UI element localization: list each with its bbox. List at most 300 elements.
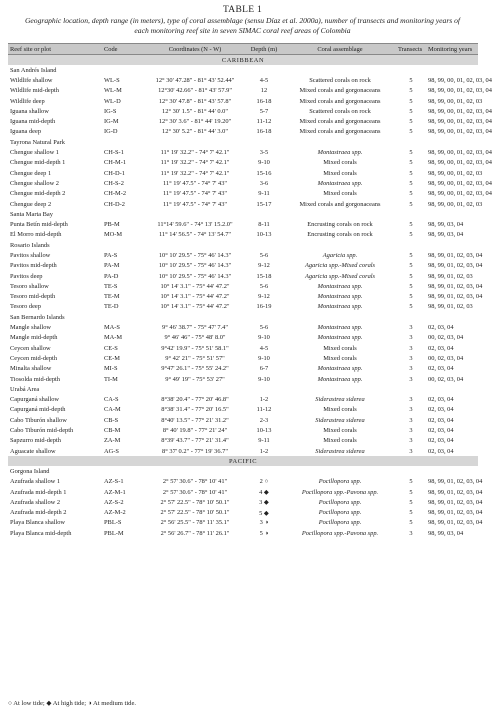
table-row — [8, 116, 478, 126]
table-row — [8, 178, 478, 188]
assemblage-cell: Mixed corals — [323, 190, 357, 198]
site-cell: Wildlife mid-depth — [10, 87, 59, 95]
years-cell: 02, 03, 04 — [428, 447, 454, 455]
assemblage-cell: Montastraea spp. — [317, 334, 363, 342]
code-cell: CE-M — [104, 354, 120, 362]
transects-cell: 3 — [409, 396, 413, 404]
transects-cell: 5 — [409, 251, 413, 259]
table-row — [8, 333, 478, 343]
depth-cell: 15-16 — [256, 169, 272, 177]
coordinates-cell: 12° 30' 1.5" - 81° 44' 0.0" — [162, 107, 228, 115]
years-cell: 00, 02, 03, 04 — [428, 334, 464, 342]
depth-cell: 5 ◆ — [259, 509, 269, 517]
table-row — [8, 446, 478, 456]
years-cell: 02, 03, 04 — [428, 324, 454, 332]
years-cell: 00, 02, 03, 04 — [428, 375, 464, 383]
table-row — [8, 75, 478, 85]
code-cell: CH-M-2 — [104, 190, 127, 198]
area-header-row — [8, 240, 478, 250]
table-row — [8, 528, 478, 538]
code-cell: IG-S — [104, 107, 117, 115]
table-row — [8, 487, 478, 497]
site-cell: Aguacate shallow — [10, 447, 56, 455]
col-header-coordinates: Coordinates (N - W) — [146, 44, 244, 55]
area-label: San Andrés Island — [10, 66, 57, 74]
table-row — [8, 86, 478, 96]
code-cell: ZA-M — [104, 437, 121, 445]
header-row — [8, 44, 478, 55]
years-cell: 98, 99, 03, 04 — [428, 529, 464, 537]
site-cell: Capurganá shallow — [10, 396, 60, 404]
assemblage-cell: Agaricia spp. — [322, 251, 358, 259]
coordinates-cell: 8° 40' 19.8" - 77° 21' 24" — [162, 427, 228, 435]
assemblage-cell: Siderastrea siderea — [315, 396, 365, 404]
coordinates-cell: 11° 19' 47.5" - 74° 7' 43" — [162, 190, 228, 198]
site-cell: Mangle mid-depth — [10, 334, 58, 342]
assemblage-cell: Montastraea spp. — [317, 179, 363, 187]
table-row — [8, 302, 478, 312]
years-cell: 98, 99, 00, 01, 02, 03, 04 — [428, 118, 492, 126]
code-cell: AG-S — [104, 447, 119, 455]
code-cell: MA-S — [104, 324, 120, 332]
area-header-row — [8, 65, 478, 75]
code-cell: CH-D-2 — [104, 200, 125, 208]
code-cell: IG-M — [104, 118, 119, 126]
code-cell: CH-D-1 — [104, 169, 125, 177]
coordinates-cell: 9° 42' 21" - 75° 51' 57" — [165, 354, 225, 362]
transects-cell: 5 — [409, 169, 413, 177]
assemblage-cell: Agaricia spp.-Mixed corals — [304, 262, 376, 270]
code-cell: PA-M — [104, 262, 120, 270]
table-row — [8, 364, 478, 374]
site-cell: Azufrada mid-depth 2 — [10, 509, 67, 517]
site-cell: Playa Blanca shallow — [10, 519, 66, 527]
years-cell: 98, 99, 00, 01, 02, 03 — [428, 97, 483, 105]
coordinates-cell: 10° 10' 29.5" - 75° 46' 14.3" — [158, 272, 232, 280]
assemblage-cell: Montastraea spp. — [317, 324, 363, 332]
coordinates-cell: 2° 57' 22.5" - 78° 10' 50.1" — [160, 498, 230, 506]
transects-cell: 5 — [409, 231, 413, 239]
code-cell: TE-M — [104, 293, 120, 301]
depth-cell: 1-2 — [259, 447, 269, 455]
years-cell: 98, 99, 01, 02, 03, 04 — [428, 519, 483, 527]
transects-cell: 3 — [409, 427, 413, 435]
years-cell: 98, 99, 00, 01, 02, 03 — [428, 169, 483, 177]
years-cell: 98, 99, 01, 02, 03, 04 — [428, 478, 483, 486]
coordinates-cell: 9°42' 19.9" - 75° 51' 58.1" — [161, 344, 229, 352]
table-row — [8, 436, 478, 446]
depth-cell: 3-5 — [259, 149, 269, 157]
years-cell: 98, 99, 00, 01, 02, 03, 04 — [428, 76, 492, 84]
coordinates-cell: 11° 19' 47.5" - 74° 7' 43" — [162, 179, 228, 187]
transects-cell: 5 — [409, 509, 413, 517]
depth-cell: 15-17 — [256, 200, 272, 208]
coordinates-cell: 12° 30' 47.8" - 81° 43' 57.8" — [158, 97, 232, 105]
site-cell: Iguana deep — [10, 128, 42, 136]
years-cell: 02, 03, 04 — [428, 427, 454, 435]
years-cell: 02, 03, 04 — [428, 406, 454, 414]
coordinates-cell: 8°38' 20.4" - 77° 20' 46.8" — [161, 396, 229, 404]
table-row — [8, 415, 478, 425]
table-row — [8, 127, 478, 137]
transects-cell: 5 — [409, 159, 413, 167]
site-cell: Chengue mid-depth 2 — [10, 190, 66, 198]
assemblage-cell: Mixed corals and gorgonaceans — [299, 118, 381, 126]
assemblage-cell: Pocillopora spp.-Pavona spp. — [301, 488, 379, 496]
code-cell: CH-S-2 — [104, 179, 124, 187]
depth-cell: 16-18 — [256, 97, 272, 105]
assemblage-cell: Mixed corals — [323, 159, 357, 167]
years-cell: 98, 99, 01, 02, 03 — [428, 303, 473, 311]
site-cell: Pavitos mid-depth — [10, 262, 57, 270]
code-cell: TE-S — [104, 282, 118, 290]
assemblage-cell: Pocillopora spp. — [318, 509, 362, 517]
transects-cell: 5 — [409, 87, 413, 95]
depth-cell: 9-11 — [258, 437, 270, 445]
years-cell: 98, 99, 00, 01, 02, 03, 04 — [428, 87, 492, 95]
coordinates-cell: 2° 56' 25.5" - 78° 11' 35.1" — [160, 519, 230, 527]
transects-cell: 3 — [409, 324, 413, 332]
years-cell: 98, 99, 01, 02, 03, 04 — [428, 251, 483, 259]
table-row — [8, 353, 478, 363]
transects-cell: 5 — [409, 303, 413, 311]
depth-cell: 9-11 — [258, 190, 270, 198]
table-row — [8, 477, 478, 487]
depth-cell: 4-5 — [259, 344, 269, 352]
coordinates-cell: 12°30' 42.66" - 81° 43' 57.9" — [158, 87, 232, 95]
coordinates-cell: 10° 14' 3.1" - 75° 44' 47.2" — [160, 293, 230, 301]
area-label: Tayrona Natural Park — [10, 138, 65, 146]
depth-cell: 11-12 — [256, 118, 272, 126]
code-cell: AZ-M-2 — [104, 509, 126, 517]
site-cell: Iguana shallow — [10, 107, 49, 115]
site-cell: Tesoro shallow — [10, 282, 49, 290]
depth-cell: 15-18 — [256, 272, 272, 280]
area-header-row — [8, 209, 478, 219]
assemblage-cell: Mixed corals — [323, 354, 357, 362]
coordinates-cell: 8°38' 31.4" - 77° 20' 16.5" — [161, 406, 229, 414]
assemblage-cell: Encrusting corals on rock — [307, 221, 373, 229]
years-cell: 98, 99, 01, 02, 03, 04 — [428, 262, 483, 270]
table-row — [8, 147, 478, 157]
code-cell: CB-M — [104, 427, 121, 435]
site-cell: Sapzurro mid-depth — [10, 437, 61, 445]
assemblage-cell: Encrusting corals on rock — [307, 231, 373, 239]
reef-sites-table — [8, 43, 492, 538]
site-cell: Chengue shallow 1 — [10, 149, 59, 157]
coordinates-cell: 2° 57' 30.6" - 78° 10' 41" — [162, 478, 228, 486]
years-cell: 98, 99, 00, 01, 02, 03 — [428, 200, 483, 208]
transects-cell: 5 — [409, 519, 413, 527]
transects-cell: 5 — [409, 76, 413, 84]
assemblage-cell: Montastraea spp. — [317, 282, 363, 290]
site-cell: Azufrada shallow 1 — [10, 478, 61, 486]
table-row — [8, 405, 478, 415]
assemblage-cell: Mixed corals and gorgonaceans — [299, 87, 381, 95]
transects-cell: 3 — [409, 406, 413, 414]
depth-cell: 6-7 — [259, 365, 269, 373]
transects-cell: 5 — [409, 200, 413, 208]
code-cell: AZ-S-1 — [104, 478, 124, 486]
table-row — [8, 271, 478, 281]
assemblage-cell: Mixed corals — [323, 437, 357, 445]
area-label: Rosario Islands — [10, 241, 50, 249]
depth-cell: 3 ◑ — [259, 519, 269, 527]
site-cell: Punta Betín mid-depth — [10, 221, 68, 229]
site-cell: Tesoro deep — [10, 303, 41, 311]
assemblage-cell: Scattered corals on rock — [309, 76, 371, 84]
assemblage-cell: Montastraea spp. — [317, 375, 363, 383]
area-header-row — [8, 384, 478, 394]
site-cell: Iguana mid-depth — [10, 118, 56, 126]
code-cell: CH-S-1 — [104, 149, 124, 157]
table-row — [8, 292, 478, 302]
coordinates-cell: 10° 10' 29.5" - 75° 46' 14.3" — [158, 262, 232, 270]
table-row — [8, 261, 478, 271]
code-cell: CB-S — [104, 416, 119, 424]
transects-cell: 5 — [409, 179, 413, 187]
years-cell: 98, 99, 03, 04 — [428, 221, 464, 229]
transects-cell: 5 — [409, 97, 413, 105]
code-cell: TE-D — [104, 303, 119, 311]
region-label: PACIFIC — [8, 456, 478, 466]
years-cell: 98, 99, 00, 01, 02, 03, 04 — [428, 107, 492, 115]
site-cell: Pavitos deep — [10, 272, 43, 280]
coordinates-cell: 9° 46' 46" - 75° 48' 8.0" — [164, 334, 226, 342]
assemblage-cell: Montastraea spp. — [317, 303, 363, 311]
table-footnote: ○ At low tide; ◆ At high tide; ◑ At medium tide. — [8, 700, 137, 707]
coordinates-cell: 8°40' 13.5" - 77° 21' 31.2" — [161, 416, 229, 424]
depth-cell: 10-13 — [256, 231, 272, 239]
site-cell: Wildlife shallow — [10, 76, 53, 84]
years-cell: 98, 99, 01, 02, 03, 04 — [428, 293, 483, 301]
code-cell: TI-M — [104, 375, 118, 383]
coordinates-cell: 12° 30' 47.28" - 81° 43' 52.44" — [155, 76, 235, 84]
transects-cell: 3 — [409, 334, 413, 342]
depth-cell: 16-19 — [256, 303, 272, 311]
years-cell: 98, 99, 01, 02, 03, 04 — [428, 509, 483, 517]
code-cell: WL-M — [104, 87, 122, 95]
table-row — [8, 230, 478, 240]
depth-cell: 12 — [260, 87, 268, 95]
table-row — [8, 343, 478, 353]
site-cell: Cabo Tiburón mid-depth — [10, 427, 74, 435]
assemblage-cell: Mixed corals — [323, 344, 357, 352]
area-label: Urabá Area — [10, 385, 40, 393]
assemblage-cell: Montastraea spp. — [317, 149, 363, 157]
coordinates-cell: 8°39' 43.7" - 77° 21' 31.4" — [161, 437, 229, 445]
code-cell: WL-S — [104, 76, 120, 84]
code-cell: WL-D — [104, 97, 121, 105]
assemblage-cell: Mixed corals — [323, 169, 357, 177]
years-cell: 98, 99, 00, 01, 02, 03, 04 — [428, 190, 492, 198]
depth-cell: 3-6 — [259, 179, 269, 187]
coordinates-cell: 11° 19' 32.2" - 74° 7' 42.1" — [160, 169, 230, 177]
transects-cell: 5 — [409, 488, 413, 496]
years-cell: 98, 99, 00, 01, 02, 03, 04 — [428, 149, 492, 157]
coordinates-cell: 9° 46' 38.7" - 75° 47' 7.4" — [162, 324, 228, 332]
transects-cell: 3 — [409, 375, 413, 383]
transects-cell: 5 — [409, 498, 413, 506]
assemblage-cell: Mixed corals — [323, 406, 357, 414]
coordinates-cell: 2° 56' 26.7" - 78° 11' 26.1" — [160, 529, 230, 537]
assemblage-cell: Scattered corals on rock — [309, 107, 371, 115]
transects-cell: 5 — [409, 128, 413, 136]
table-row — [8, 219, 478, 229]
transects-cell: 5 — [409, 107, 413, 115]
coordinates-cell: 9° 49' 19" - 75° 53' 27" — [165, 375, 225, 383]
site-cell: Chengue deep 1 — [10, 169, 52, 177]
years-cell: 98, 99, 00, 01, 02, 03, 04 — [428, 159, 492, 167]
area-label: Gorgona Island — [10, 467, 50, 475]
table-row — [8, 250, 478, 260]
site-cell: Wildlife deep — [10, 97, 45, 105]
col-header-years: Monitoring years — [426, 44, 478, 55]
table-row — [8, 507, 478, 517]
table-row — [8, 158, 478, 168]
code-cell: MI-S — [104, 365, 118, 373]
area-header-row — [8, 466, 478, 476]
depth-cell: 9-10 — [258, 334, 270, 342]
depth-cell: 9-10 — [258, 354, 270, 362]
depth-cell: 5-6 — [259, 251, 269, 259]
coordinates-cell: 8° 37' 0.2" - 77° 19' 36.7" — [162, 447, 228, 455]
site-cell: Tiosolda mid-depth — [10, 375, 61, 383]
transects-cell: 5 — [409, 272, 413, 280]
transects-cell: 5 — [409, 149, 413, 157]
code-cell: PBL-M — [104, 529, 124, 537]
coordinates-cell: 11° 19' 32.2" - 74° 7' 42.1" — [160, 149, 230, 157]
assemblage-cell: Pocillopora spp. — [318, 478, 362, 486]
code-cell: CH-M-1 — [104, 159, 127, 167]
transects-cell: 3 — [409, 529, 413, 537]
depth-cell: 9-10 — [258, 159, 270, 167]
table-row — [8, 518, 478, 528]
table-row — [8, 497, 478, 507]
coordinates-cell: 11° 14' 56.5" - 74° 13' 54.7" — [158, 231, 232, 239]
assemblage-cell: Montastraea spp. — [317, 365, 363, 373]
code-cell: AZ-S-2 — [104, 498, 124, 506]
transects-cell: 3 — [409, 437, 413, 445]
depth-cell: 9-12 — [258, 293, 270, 301]
table-row — [8, 168, 478, 178]
col-header-depth: Depth (m) — [244, 44, 284, 55]
table-row — [8, 281, 478, 291]
site-cell: Azufrada mid-depth 1 — [10, 488, 67, 496]
coordinates-cell: 10° 14' 3.1" - 75° 44' 47.2" — [160, 303, 230, 311]
site-cell: Mangle shallow — [10, 324, 51, 332]
transects-cell: 5 — [409, 221, 413, 229]
table-row — [8, 189, 478, 199]
table-title: TABLE 1 — [222, 5, 263, 15]
assemblage-cell: Montastraea spp. — [317, 293, 363, 301]
assemblage-cell: Mixed corals — [323, 427, 357, 435]
table-row — [8, 96, 478, 106]
coordinates-cell: 2° 57' 30.6" - 78° 10' 41" — [162, 488, 228, 496]
years-cell: 98, 99, 00, 01, 02, 03, 04 — [428, 179, 492, 187]
years-cell: 98, 99, 01, 02, 03, 04 — [428, 282, 483, 290]
depth-cell: 16-18 — [256, 128, 272, 136]
coordinates-cell: 12° 30' 3.6" - 81° 44' 19.20" — [158, 118, 232, 126]
years-cell: 00, 02, 03, 04 — [428, 354, 464, 362]
depth-cell: 10-13 — [256, 427, 272, 435]
transects-cell: 5 — [409, 262, 413, 270]
site-cell: Cabo Tiburón shallow — [10, 416, 67, 424]
table-caption: Geographic location, depth range (in meters), type of coral assemblage (sensu Díaz et al. 2000a), number of transects and monitoring years of each monitoring reef site in seven SIMAC coral reef areas of Colombia — [24, 16, 461, 35]
depth-cell: 2 ○ — [259, 478, 269, 486]
code-cell: CE-S — [104, 344, 118, 352]
area-header-row — [8, 137, 478, 147]
years-cell: 02, 03, 04 — [428, 416, 454, 424]
code-cell: PA-S — [104, 251, 118, 259]
depth-cell: 11-12 — [256, 406, 272, 414]
code-cell: MO-M — [104, 231, 123, 239]
area-label: San Bernardo Islands — [10, 313, 65, 321]
years-cell: 98, 99, 01, 02, 03, 04 — [428, 488, 483, 496]
col-header-transects: Transects — [396, 44, 426, 55]
years-cell: 98, 99, 03, 04 — [428, 231, 464, 239]
table-row — [8, 199, 478, 209]
table-row — [8, 322, 478, 332]
transects-cell: 5 — [409, 190, 413, 198]
code-cell: AZ-M-1 — [104, 488, 126, 496]
coordinates-cell: 11° 19' 32.2" - 74° 7' 42.1" — [160, 159, 230, 167]
depth-cell: 4-5 — [259, 76, 269, 84]
transects-cell: 3 — [409, 344, 413, 352]
code-cell: PB-M — [104, 221, 120, 229]
assemblage-cell: Mixed corals and gorgonaceans — [299, 128, 381, 136]
coordinates-cell: 10° 14' 3.1" - 75° 44' 47.2" — [160, 282, 230, 290]
years-cell: 98, 99, 01, 02, 03 — [428, 272, 473, 280]
transects-cell: 5 — [409, 118, 413, 126]
assemblage-cell: Siderastrea siderea — [315, 416, 365, 424]
region-header-row — [8, 456, 478, 466]
depth-cell: 5-6 — [259, 324, 269, 332]
coordinates-cell: 9°47' 26.1" - 75° 55' 24.2" — [161, 365, 229, 373]
table-row — [8, 374, 478, 384]
years-cell: 02, 03, 04 — [428, 344, 454, 352]
code-cell: IG-D — [104, 128, 118, 136]
col-header-assemblage: Coral assemblage — [284, 44, 396, 55]
transects-cell: 3 — [409, 365, 413, 373]
depth-cell: 8-11 — [258, 221, 270, 229]
depth-cell: 3 ◆ — [259, 499, 269, 507]
site-cell: Chengue deep 2 — [10, 200, 52, 208]
depth-cell: 4 ◆ — [259, 489, 269, 497]
code-cell: MA-M — [104, 334, 123, 342]
assemblage-cell: Agaricia spp.-Mixed corals — [304, 272, 376, 280]
depth-cell: 2-3 — [259, 416, 269, 424]
area-header-row — [8, 312, 478, 322]
transects-cell: 3 — [409, 447, 413, 455]
site-cell: Chengue mid-depth 1 — [10, 159, 66, 167]
assemblage-cell: Pocillopora spp.-Pavona spp. — [301, 529, 379, 537]
depth-cell: 9-10 — [258, 375, 270, 383]
assemblage-cell: Siderastrea siderea — [315, 447, 365, 455]
table-row — [8, 395, 478, 405]
site-cell: Ceycen mid-depth — [10, 354, 58, 362]
site-cell: Pavitos shallow — [10, 251, 51, 259]
table-row — [8, 425, 478, 435]
site-cell: El Morro mid-depth — [10, 231, 62, 239]
site-cell: Azufrada shallow 2 — [10, 498, 61, 506]
transects-cell: 5 — [409, 478, 413, 486]
region-header-row — [8, 55, 478, 66]
site-cell: Ceycen shallow — [10, 344, 51, 352]
assemblage-cell: Pocillopora spp. — [318, 498, 362, 506]
table-row — [8, 106, 478, 116]
site-cell: Capurganá mid-depth — [10, 406, 66, 414]
